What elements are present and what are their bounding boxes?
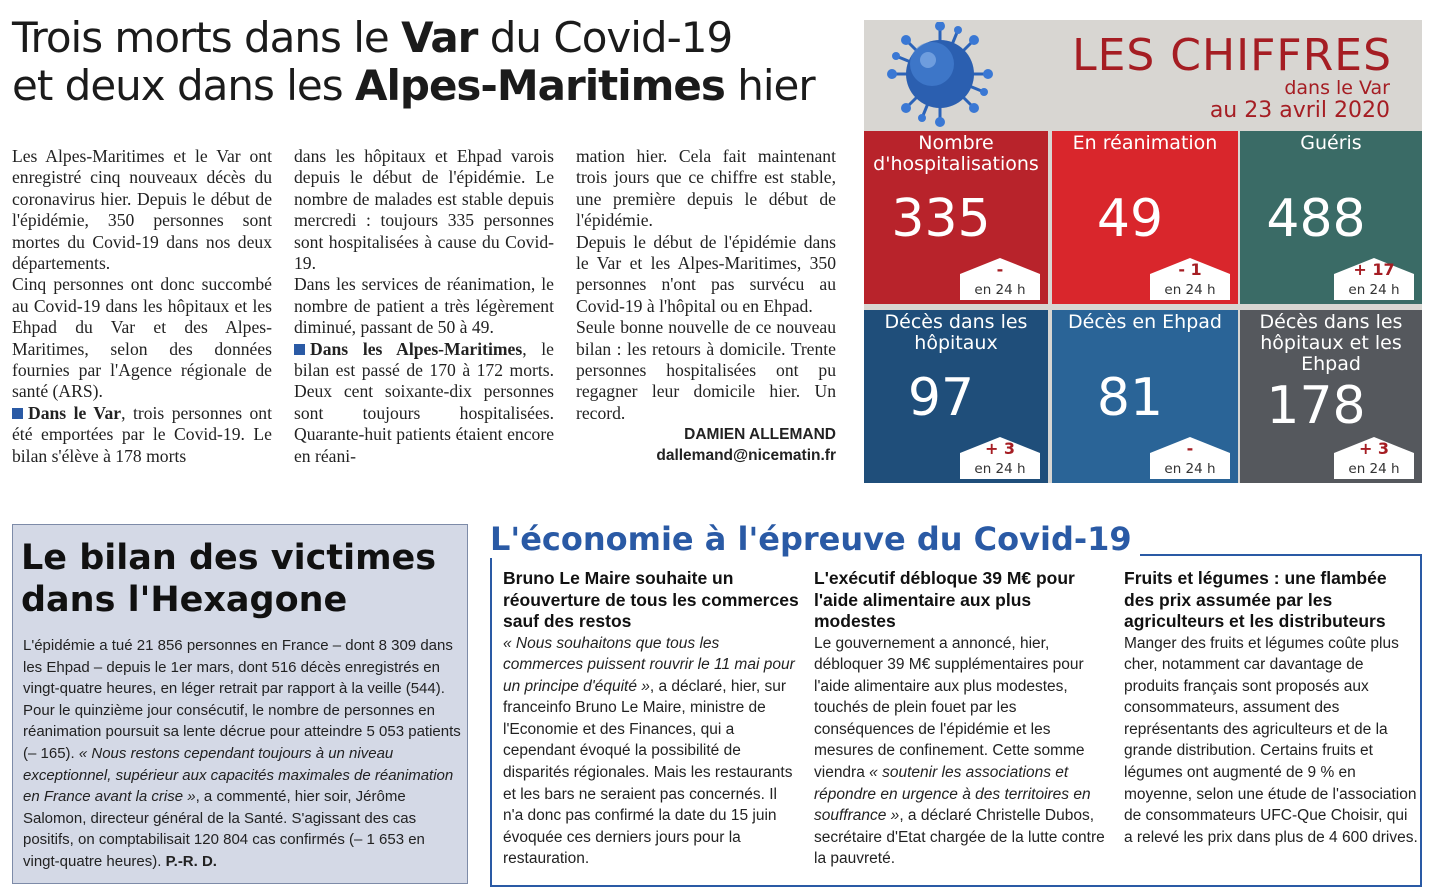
bilan-signature: P.-R. D.: [165, 852, 217, 870]
headline: [12, 14, 852, 110]
bilan-box: [12, 524, 468, 884]
article-paragraph: Les Alpes-Maritimes et le Var ont enregistré cinq nouveaux décès du coronavirus hier. Depuis le début de l'épidémie, 350 personnes sont mortes du Covid-19 dans nos deux départements.: [12, 146, 272, 274]
article-body: Manger des fruits et légumes coûte plus cher, notamment car davantage de produits français sont proposés aux consommateurs, assument des représentants des agriculteurs et de la grande distribution. Certains fruits et légumes ont augmenté de 9 % en moyenne, selon une étude de l'association de consommateurs UFC-Que Choisir, qui a relevé les prix dans plus de 4 600 drives.: [1124, 634, 1418, 846]
stat-change: + 17: [1353, 260, 1395, 279]
stat-tile-reanimation: [1052, 131, 1238, 304]
stat-change: + 3: [984, 439, 1016, 458]
article-paragraph: dans les hôpitaux et Ehpad varois depuis le début de l'épidémie. Le nombre de malades est stable depuis mercredi : toujours 335 personnes sont hospitalisées à cause du Covid-19.: [294, 146, 554, 274]
stat-tile-deces-total: [1240, 310, 1422, 483]
stat-period: en 24 h: [1348, 461, 1400, 477]
author-name: DAMIEN ALLEMAND: [684, 426, 836, 444]
economie-title: L'économie à l'épreuve du Covid-19: [490, 520, 1140, 558]
stat-change-badge: [1150, 437, 1230, 479]
stat-change: -: [1186, 439, 1194, 458]
article-body: « Nous souhaitons que tous les commerces puissent rouvrir le 11 mai pour un principe d'équité », a déclaré, hier, sur franceinfo Bruno Le Maire, ministre de l'Economie et des Finances, qui a cependant évoqué la possibilité de disparités régionales. Mais les restaurants et les bars ne seraient pas concernés. Il n'a donc pas confirmé la date du 15 juin évoquée ces derniers jours pour la restauration.: [503, 634, 795, 868]
square-bullet-icon: [12, 408, 23, 419]
article-heading: Bruno Le Maire souhaite un réouverture de tous les commerces sauf des restos: [503, 568, 799, 631]
article-column-1: [12, 146, 272, 467]
article-paragraph: Dans les services de réanimation, le nombre de patient a très légèrement diminué, passant de 50 à 49.: [294, 274, 554, 338]
article-body: Le gouvernement a annoncé, hier, débloquer 39 M€ supplémentaires pour l'aide alimentaire aux plus modestes, touchés de plein fouet par les conséquences de l'épidémie et les mesures de confinement. Cette somme viendra « soutenir les associations et répondre en urgence à des territoires en souffrance », a déclaré Christelle Dubos, secrétaire d'Etat chargée de la lutte contre la pauvreté.: [814, 634, 1105, 868]
stat-change: - 1: [1178, 260, 1202, 279]
stat-change: + 3: [1358, 439, 1390, 458]
article-paragraph: Depuis le début de l'épidémie dans le Var et les Alpes-Maritimes, 350 personnes n'ont pas survécu au Covid-19 à l'hôpital ou en Ehpad.: [576, 231, 836, 316]
economie-article-1: [503, 568, 799, 870]
chiffres-subtitle-date: au 23 avril 2020: [1209, 98, 1390, 123]
article-column-3: [576, 146, 836, 466]
article-paragraph: Seule bonne nouvelle de ce nouveau bilan : les retours à domicile. Trente personnes hospitalisées ont pu regagner leur domicile hier. Un record.: [576, 317, 836, 423]
chiffres-subtitle-region: dans le Var: [1284, 77, 1390, 99]
stat-value: 488: [1266, 189, 1366, 249]
stat-period: en 24 h: [974, 461, 1026, 477]
stat-change-badge: [960, 258, 1040, 300]
stat-period: en 24 h: [1164, 282, 1216, 298]
stat-tile-hospitalisations: [864, 131, 1048, 304]
article-column-2: [294, 146, 554, 467]
chiffres-title: LES CHIFFRES: [1072, 30, 1392, 81]
article-heading: L'exécutif débloque 39 M€ pour l'aide alimentaire aux plus modestes: [814, 568, 1075, 631]
stat-label: Décès en Ehpad: [1068, 311, 1222, 333]
stat-change-badge: [960, 437, 1040, 479]
stat-change-badge: [1334, 258, 1414, 300]
stat-value: 178: [1266, 376, 1366, 436]
stat-value: 97: [907, 368, 975, 428]
stat-label: Décès dans les hôpitaux et les Ehpad: [1259, 311, 1403, 375]
stat-tile-deces-ehpad: [1052, 310, 1238, 483]
stat-change: -: [996, 260, 1004, 279]
author-email: dallemand@nicematin.fr: [656, 447, 836, 465]
stat-change-badge: [1150, 258, 1230, 300]
article-paragraph: Cinq personnes ont donc succombé au Covid-19 dans les hôpitaux et les Ehpad du Var et des Alpes-Maritimes, selon des données fournies par l'Agence régionale de santé (ARS).: [12, 274, 272, 402]
article-heading: Fruits et légumes : une flambée des prix assumée par les agriculteurs et les distributeurs: [1124, 568, 1387, 631]
stat-period: en 24 h: [974, 282, 1026, 298]
stat-value: 81: [1096, 368, 1164, 428]
coronavirus-icon: [878, 22, 998, 130]
stat-label: Décès dans les hôpitaux: [884, 311, 1028, 354]
stat-period: en 24 h: [1164, 461, 1216, 477]
headline-line2: et deux dans les Alpes-Maritimes hier: [12, 61, 815, 110]
stat-period: en 24 h: [1348, 282, 1400, 298]
article-paragraph: Dans le Var, trois personnes ont été emportées par le Covid-19. Le bilan s'élève à 178 morts: [12, 402, 272, 466]
stat-tile-deces-hopitaux: [864, 310, 1048, 483]
stat-change-badge: [1334, 437, 1414, 479]
stat-value: 49: [1096, 189, 1164, 249]
stat-label: En réanimation: [1072, 132, 1218, 154]
stat-tile-gueris: [1240, 131, 1422, 304]
economie-article-2: [814, 568, 1110, 870]
stat-value: 335: [891, 189, 991, 249]
article-paragraph: Dans les Alpes-Maritimes, le bilan est passé de 170 à 172 morts. Deux cent soixante-dix personnes sont toujours hospitalisées. Quarante-huit patients étaient encore en réani-: [294, 338, 554, 466]
stat-label: Nombre d'hospitalisations: [873, 132, 1039, 175]
chiffres-box: [864, 20, 1422, 483]
bilan-text: L'épidémie a tué 21 856 personnes en France – dont 8 309 dans les Ehpad – depuis le 1er mars, dont 516 décès enregistrés en vingt-quatre heures, en léger retrait par rapport à la veille (544). Pour le quinzième jour consécutif, le nombre de personnes en réanimation poursuit sa lente décrue pour atteindre 5 053 patients (– 165). « Nous restons cependant toujours à un niveau exceptionnel, supérieur aux capacités maximales de réanimation en France avant la crise », a commenté, hier soir, Jérôme Salomon, directeur général de la Santé. S'agissant des cas positifs, on comptabilisait 120 804 cas confirmés (– 1 653 en vingt-quatre heures). P.-R. D.: [23, 637, 461, 870]
stat-label: Guéris: [1300, 132, 1362, 154]
economie-article-3: [1124, 568, 1420, 848]
square-bullet-icon: [294, 344, 305, 355]
headline-line1: Trois morts dans le Var du Covid-19: [12, 13, 733, 62]
article-paragraph: mation hier. Cela fait maintenant trois jours que ce chiffre est stable, une première depuis le début de l'épidémie.: [576, 146, 836, 231]
bilan-title: Le bilan des victimes dans l'Hexagone: [21, 538, 437, 620]
